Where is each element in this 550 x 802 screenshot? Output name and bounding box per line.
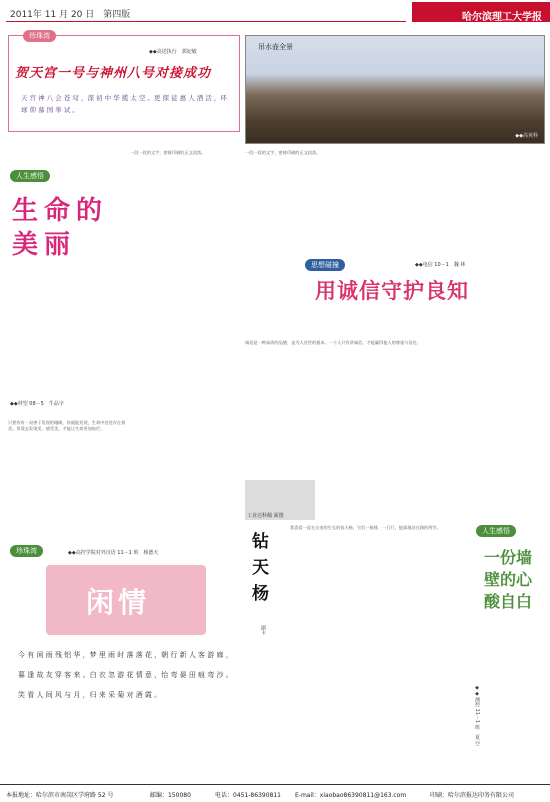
title: 一份墙壁的心酸自白 xyxy=(483,548,532,611)
article-body: 我喜爱一直在自由的生长的钻天杨，它们一排排、一行行，挺拔地站在路的两旁。 xyxy=(290,525,441,530)
column-tag: 人生感悟 xyxy=(10,170,50,182)
story-wall-confession xyxy=(472,525,544,780)
figure-caption: 工业达科佩 面图 xyxy=(247,513,284,519)
paper-name-bar xyxy=(412,2,550,22)
issue-date: 2011年 11 月 20 日 第四版 xyxy=(10,10,131,20)
footer-email: E-mail：xiaobao86390811@163.com xyxy=(295,792,407,799)
footer-address: 本报地址：哈尔滨市南岗区学府路 52 号 xyxy=(6,792,114,799)
article-body: 一段一段的文字，密排印刷的正文段落。 xyxy=(130,150,206,155)
column-tag: 人生感悟 xyxy=(476,525,516,537)
headline: 贺天宫一号与神州八号对接成功 xyxy=(15,66,212,81)
title: 闲情 xyxy=(86,586,151,619)
byline: ◆◆测控 11－1 班 夏 空 xyxy=(474,685,480,747)
byline: ◆◆电信 10－1 魏 林 xyxy=(415,262,466,268)
paper-name: 哈尔滨理工大学报 xyxy=(462,12,542,23)
poem: 天 宫 神 八 会 苍 穹 ，深 初 中 华 揽 太 空 。更 探 徒 惠 人 洒 活 ，环 球 仰 慕 国 举 试 。 xyxy=(21,94,227,114)
footer-phone: 电话：0451-86390811 xyxy=(215,792,281,799)
title-art: 生命的美丽 xyxy=(12,196,109,260)
photo-caption: 吊水壶全景 xyxy=(258,43,293,51)
story-leisure xyxy=(8,545,248,780)
masthead xyxy=(0,0,550,24)
story-poplar xyxy=(248,525,286,780)
byline: ◆◆材型 08－5 牛品宇 xyxy=(10,401,64,407)
byline: ◆◆高送执行 郭妃敏 xyxy=(149,49,197,55)
article-body: 只要你有一双善于发现的眼睛，你就能发现，生命中处处存在着美。用爱去发现美、感受美，才能让生命更加灿烂。 xyxy=(8,420,126,431)
footer-postcode: 邮编：150080 xyxy=(150,792,191,799)
footer-printer: 印刷：哈尔滨报达印务有限公司 xyxy=(430,792,515,799)
story-integrity xyxy=(245,255,543,345)
headline: 用诚信守护良知 xyxy=(315,279,469,303)
article-body: 诚信是一种高尚的品德，是为人处世的根本。一个人只有讲诚信，才能赢得他人的尊重与信任。 xyxy=(245,340,421,345)
byline: ◆◆高控学院对外汉语 11－1 班 杨德天 xyxy=(68,550,159,556)
column-tag: 思想碰撞 xyxy=(305,259,345,271)
extra-figure xyxy=(245,480,315,520)
story-tiangong xyxy=(8,32,240,132)
masthead-rule xyxy=(6,21,406,22)
landscape-photo xyxy=(245,35,545,144)
column-tag: 珍珠湾 xyxy=(23,30,56,42)
column-tag: 珍珠湾 xyxy=(10,545,43,557)
story-beauty-of-life xyxy=(8,170,128,407)
photo-credit: ◆◆高英科 xyxy=(515,133,538,139)
poem: 今 有 闲 雨 残 铝 华 ，梦 里 雨 时 落 落 花 ，朝 行 新 人 客 游 廊 ，暮 逢 故 友 穿 客 来 。白 衣 忽 游 花 情 意 ，怡 弯 晏 田 痕 弯 沙 。笑 看 人 间 风 与 月 ，归 来 采 菊 对 酒 霞 。 xyxy=(18,651,233,699)
page-footer xyxy=(0,784,550,802)
title-box xyxy=(46,565,206,635)
article-body: 一段一段的文字，密排印刷的正文段落。 xyxy=(245,150,321,155)
title: 钻天杨 xyxy=(252,532,269,604)
author-label: 副卡 xyxy=(260,625,266,635)
